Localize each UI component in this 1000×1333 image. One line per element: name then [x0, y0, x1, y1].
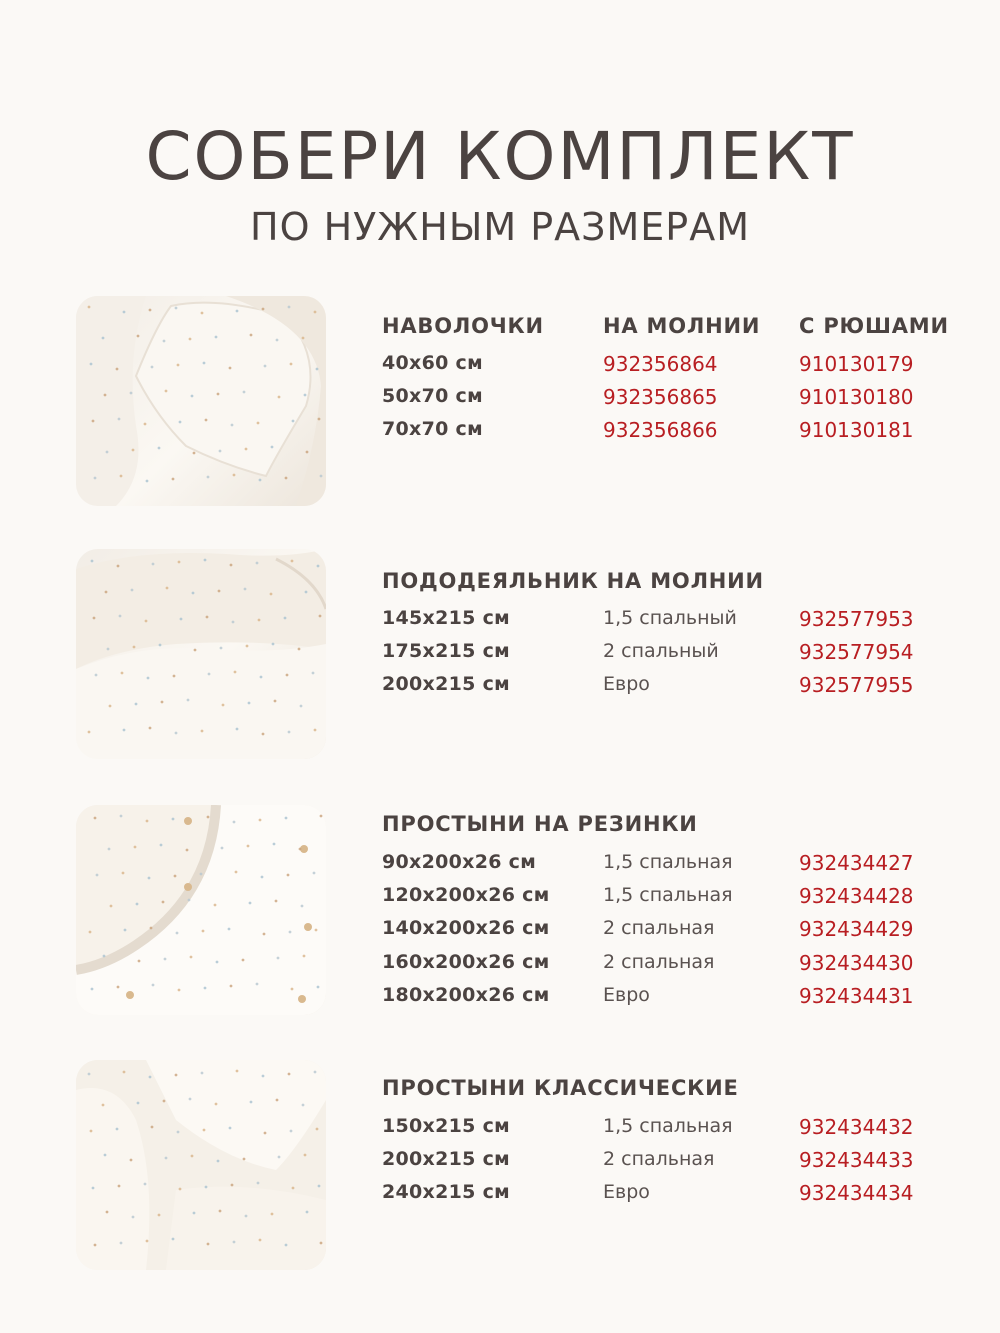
fabric-dot [88, 306, 91, 309]
fabric-dot [288, 731, 291, 734]
fabric-dot [299, 848, 302, 851]
bed-size-label: 2 спальная [603, 1148, 715, 1170]
fabric-dot [291, 560, 294, 563]
table-row [0, 1115, 1000, 1145]
fabric-dot [250, 334, 253, 337]
fabric-dot [215, 1103, 218, 1106]
bed-size-label: 2 спальная [603, 917, 715, 939]
fabric-dot [172, 478, 175, 481]
fabric-dot [236, 728, 239, 731]
fabric-dot [166, 587, 169, 590]
fabric-dot [160, 844, 163, 847]
fabric-dot [270, 593, 273, 596]
fabric-dot [207, 816, 210, 819]
fabric-dot [302, 1104, 305, 1107]
fabric-dot [192, 592, 195, 595]
fabric-dot [94, 817, 97, 820]
fabric-dot [306, 1211, 309, 1214]
fabric-dot [94, 477, 97, 480]
fabric-dot [94, 1244, 97, 1247]
article-code: 932356865 [603, 385, 718, 409]
fabric-dot [163, 1100, 166, 1103]
fabric-dot [320, 1242, 323, 1245]
fabric-dot [149, 727, 152, 730]
fabric-dot [314, 1071, 317, 1074]
fabric-dot [149, 1076, 152, 1079]
fabric-dot [204, 559, 207, 562]
fabric-dot [193, 452, 196, 455]
fabric-dot [244, 588, 247, 591]
fabric-dot [175, 1074, 178, 1077]
fabric-dot [250, 1101, 253, 1104]
fabric-dot [276, 339, 279, 342]
fabric-dot [236, 310, 239, 313]
fabric-dot [88, 1073, 91, 1076]
fabric-dot [221, 847, 224, 850]
fabric-dot [320, 815, 323, 818]
fabric-dot [314, 729, 317, 732]
fabric-dot [189, 338, 192, 341]
table-row [0, 673, 1000, 703]
column-heading-ruffles: С РЮШАМИ [799, 314, 949, 338]
fabric-dot [131, 589, 134, 592]
bed-size-label: Евро [603, 673, 650, 695]
size-label: 200x215 см [382, 1148, 510, 1170]
fabric-dot [149, 309, 152, 312]
fabric-dot [193, 1212, 196, 1215]
fabric-dot [146, 1240, 149, 1243]
fabric-dot [305, 591, 308, 594]
article-code: 932434432 [799, 1115, 914, 1139]
fabric-dot [120, 815, 123, 818]
fabric-dot [285, 477, 288, 480]
fabric-dot [134, 846, 137, 849]
fabric-dot [123, 729, 126, 732]
fabric-dot [163, 340, 166, 343]
fabric-dot [285, 817, 288, 820]
fabric-dot [219, 450, 222, 453]
table-row [0, 385, 1000, 415]
fabric-dot [207, 1243, 210, 1246]
fabric-dot [317, 565, 320, 568]
article-code: 932434434 [799, 1181, 914, 1205]
size-label: 40x60 см [382, 352, 483, 374]
fabric-dot [123, 1071, 126, 1074]
fabric-dot [245, 448, 248, 451]
fabric-dot [175, 732, 178, 735]
fabric-dot [123, 311, 126, 314]
bed-size-label: 1,5 спальная [603, 884, 733, 906]
bed-size-label: 1,5 спальный [603, 607, 737, 629]
table-row [0, 917, 1000, 947]
fabric-dot [146, 820, 149, 823]
size-label: 140x200x26 см [382, 917, 550, 939]
fabric-dot [320, 475, 323, 478]
fabric-dot [201, 1072, 204, 1075]
size-label: 180x200x26 см [382, 984, 550, 1006]
article-code: 932434427 [799, 851, 914, 875]
fabric-dot [91, 560, 94, 563]
fabric-dot [236, 1070, 239, 1073]
fabric-dot [108, 848, 111, 851]
page-subtitle: ПО НУЖНЫМ РАЗМЕРАМ [250, 205, 750, 249]
size-label: 145x215 см [382, 607, 510, 629]
fabric-dot [259, 1239, 262, 1242]
fabric-dot [222, 704, 225, 707]
size-label: 160x200x26 см [382, 951, 550, 973]
fabric-dot [105, 591, 108, 594]
table-row [0, 607, 1000, 637]
fabric-dot [302, 337, 305, 340]
section-heading: ПРОСТЫНИ НА РЕЗИНКИ [382, 812, 698, 836]
fabric-dot [152, 563, 155, 566]
fabric-dot [288, 1073, 291, 1076]
size-label: 50x70 см [382, 385, 483, 407]
table-row [0, 640, 1000, 670]
fabric-dot [247, 845, 250, 848]
page-title: СОБЕРИ КОМПЛЕКТ [145, 118, 855, 195]
section-heading: НАВОЛОЧКИ [382, 314, 544, 338]
article-code: 910130181 [799, 418, 914, 442]
fabric-dot [172, 818, 175, 821]
fabric-dot [300, 705, 303, 708]
fabric-dot [233, 1241, 236, 1244]
fabric-dot [120, 1242, 123, 1245]
article-code: 932356864 [603, 352, 718, 376]
table-row [0, 1181, 1000, 1211]
fabric-dot [102, 337, 105, 340]
fabric-dot [137, 1102, 140, 1105]
article-code: 932577953 [799, 607, 914, 631]
fabric-dot [132, 449, 135, 452]
article-code: 932434428 [799, 884, 914, 908]
article-code: 932577954 [799, 640, 914, 664]
fabric-dot [146, 480, 149, 483]
fabric-dot [88, 731, 91, 734]
fabric-dot [273, 843, 276, 846]
table-row [0, 884, 1000, 914]
table-row [0, 352, 1000, 382]
fabric-dot [271, 1213, 274, 1216]
fabric-dot [109, 705, 112, 708]
fabric-dot [262, 308, 265, 311]
article-code: 932356866 [603, 418, 718, 442]
bed-size-label: 2 спальный [603, 640, 719, 662]
fabric-dot [259, 819, 262, 822]
size-label: 150x215 см [382, 1115, 510, 1137]
section-heading: ПРОСТЫНИ КЛАССИЧЕСКИЕ [382, 1076, 739, 1100]
size-label: 120x200x26 см [382, 884, 550, 906]
fabric-dot [276, 1099, 279, 1102]
size-label: 70x70 см [382, 418, 483, 440]
fabric-dot [175, 307, 178, 310]
fabric-dot [172, 1238, 175, 1241]
fabric-dot [215, 336, 218, 339]
article-code: 932434431 [799, 984, 914, 1008]
table-row [0, 851, 1000, 881]
bed-size-label: 2 спальная [603, 951, 715, 973]
fabric-dot [306, 451, 309, 454]
bed-size-label: 1,5 спальная [603, 1115, 733, 1137]
bed-size-label: Евро [603, 1181, 650, 1203]
article-code: 932434429 [799, 917, 914, 941]
table-row [0, 1148, 1000, 1178]
fabric-dot [117, 565, 120, 568]
column-heading-zipper: НА МОЛНИИ [603, 314, 761, 338]
bed-size-label: 1,5 спальная [603, 851, 733, 873]
fabric-dot [218, 590, 221, 593]
fabric-dot [262, 733, 265, 736]
size-label: 240x215 см [382, 1181, 510, 1203]
fabric-dot [178, 561, 181, 564]
size-label: 200x215 см [382, 673, 510, 695]
article-code: 932434430 [799, 951, 914, 975]
section-heading: ПОДОДЕЯЛЬНИК НА МОЛНИИ [382, 569, 764, 593]
fabric-dot [158, 1214, 161, 1217]
fabric-dot [137, 335, 140, 338]
fabric-dot [106, 1211, 109, 1214]
fabric-dot [120, 475, 123, 478]
fabric-dot [102, 1104, 105, 1107]
fabric-dot [314, 311, 317, 314]
fabric-dot [201, 730, 204, 733]
article-code: 932577955 [799, 673, 914, 697]
article-code: 910130180 [799, 385, 914, 409]
fabric-dot [106, 451, 109, 454]
article-code: 910130179 [799, 352, 914, 376]
bed-size-label: Евро [603, 984, 650, 1006]
fabric-dot [233, 474, 236, 477]
fabric-dot [285, 1244, 288, 1247]
fabric-dot [245, 1215, 248, 1218]
fabric-dot [259, 479, 262, 482]
fabric-dot [132, 1216, 135, 1219]
fabric-dot [207, 476, 210, 479]
fabric-dot [135, 703, 138, 706]
fabric-dot [189, 1098, 192, 1101]
fabric-dot [256, 562, 259, 565]
fabric-dot [288, 306, 291, 309]
size-label: 90x200x26 см [382, 851, 537, 873]
table-row [0, 418, 1000, 448]
fabric-dot [233, 821, 236, 824]
article-code: 932434433 [799, 1148, 914, 1172]
fabric-dot [262, 1075, 265, 1078]
fabric-dot [230, 564, 233, 567]
fabric-dot [201, 312, 204, 315]
table-row [0, 951, 1000, 981]
size-label: 175x215 см [382, 640, 510, 662]
table-row [0, 984, 1000, 1014]
